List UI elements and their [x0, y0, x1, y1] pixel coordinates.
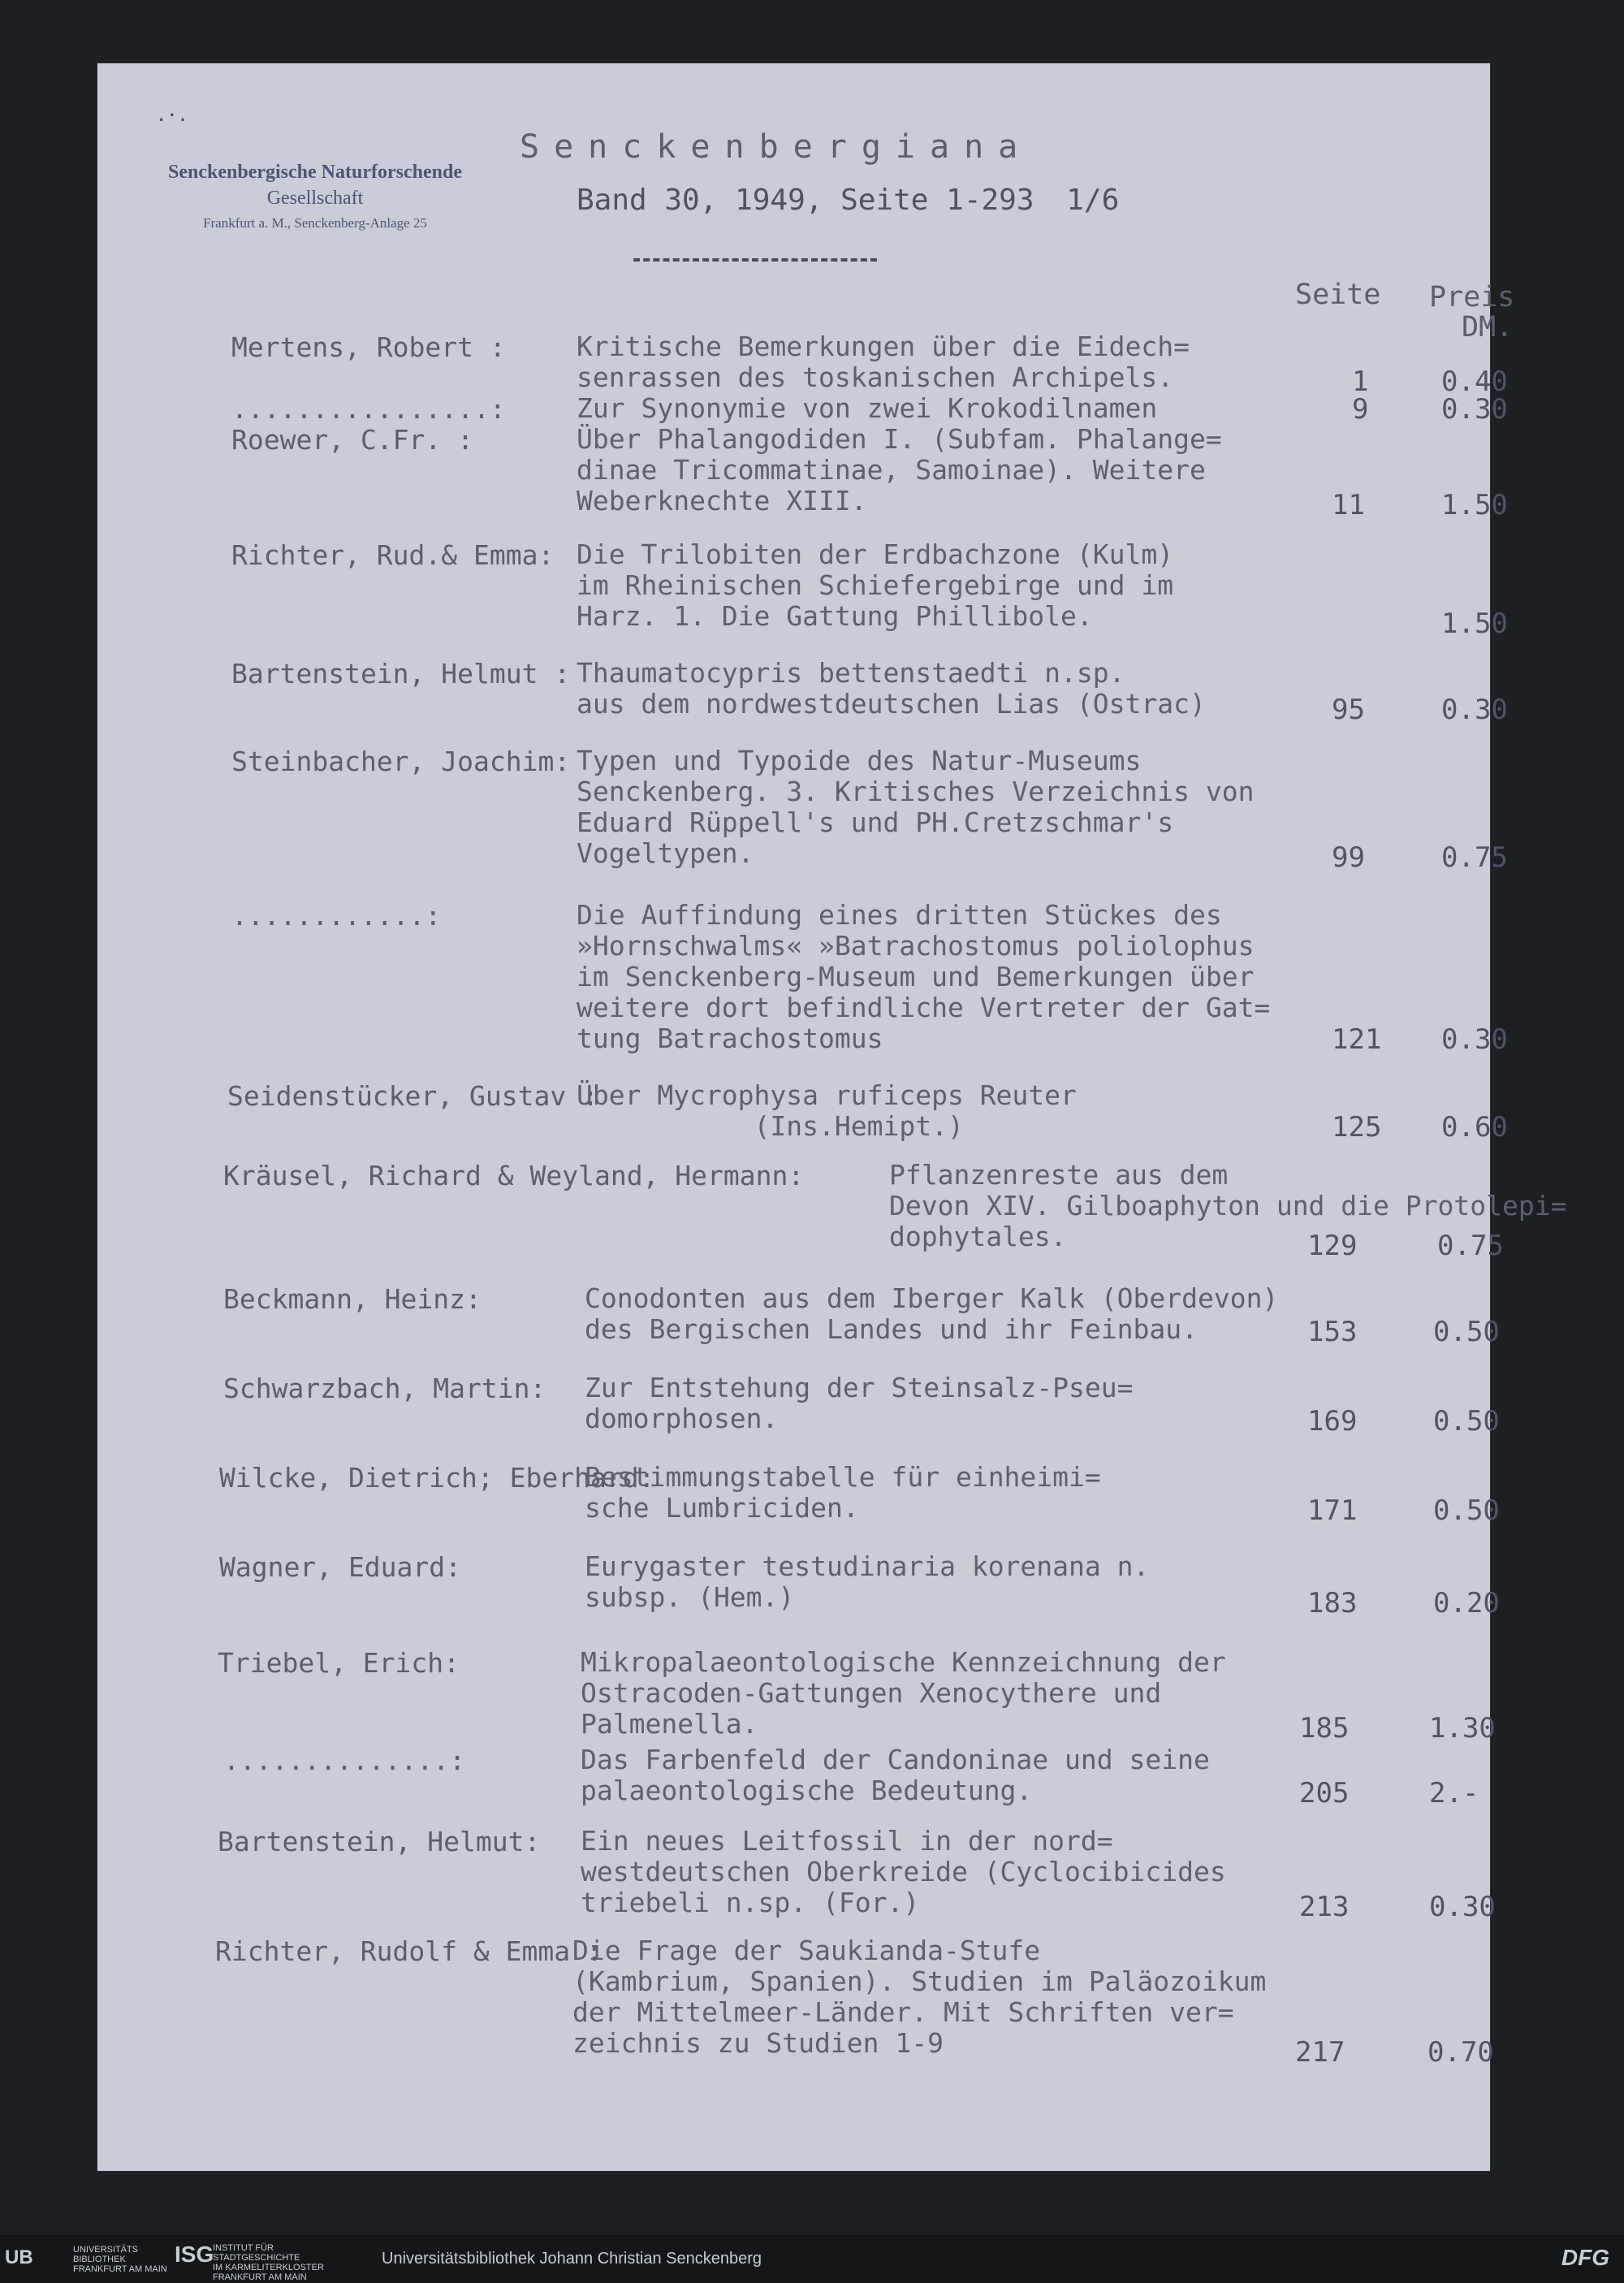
volume-line	[577, 184, 1119, 217]
ub-logo-subtitle: UNIVERSITÄTS BIBLIOTHEK FRANKFURT AM MAIN	[73, 2245, 167, 2274]
entry-page: 99	[1332, 841, 1365, 874]
sheet-number: 1/6	[1066, 184, 1120, 217]
entry-title: Pflanzenreste aus dem Devon XIV. Gilboaphyton und die Protolepi= dophytales.	[889, 1159, 1567, 1252]
entry-author: ............:	[231, 900, 442, 932]
entry-price: 1.30	[1429, 1712, 1496, 1745]
entry-price: 0.60	[1441, 1111, 1508, 1144]
entry-page: 185	[1299, 1712, 1350, 1745]
entry-title: Kritische Bemerkungen über die Eidech= senrassen des toskanischen Archipels.	[577, 331, 1190, 393]
entry-page: 183	[1307, 1587, 1358, 1619]
entry-title: Eurygaster testudinaria korenana n. subsp. (Hem.)	[585, 1550, 1150, 1613]
entry-price: 0.75	[1437, 1230, 1504, 1262]
entry-author: ..............:	[223, 1745, 466, 1776]
entry-price: 0.30	[1429, 1891, 1496, 1923]
ub-logo: UB	[5, 2246, 33, 2268]
isg-logo: ISG	[175, 2242, 214, 2267]
entry-price: 0.75	[1441, 841, 1508, 874]
entry-author: Richter, Rud.& Emma:	[231, 539, 555, 571]
entry-title: Zur Synonymie von zwei Krokodilnamen	[577, 392, 1158, 424]
entry-page: 9	[1352, 393, 1369, 426]
header-divider	[633, 258, 877, 262]
entry-price: 0.70	[1427, 2036, 1494, 2069]
entry-page: 121	[1332, 1023, 1382, 1056]
entry-author: Wagner, Eduard:	[219, 1551, 462, 1583]
column-header-price-unit: DM.	[1462, 311, 1514, 344]
entry-title: Über Phalangodiden I. (Subfam. Phalange= dinae Tricommatinae, Samoinae). Weitere Weberknechte XIII.	[577, 423, 1222, 517]
entry-author: Bartenstein, Helmut:	[218, 1826, 541, 1857]
entry-title: Typen und Typoide des Natur-Museums Senckenberg. 3. Kritisches Verzeichnis von Eduard Rüppell's und PH.Cretzschmar's Vogeltypen.	[577, 745, 1255, 869]
entry-page: 129	[1307, 1230, 1358, 1262]
entry-title: Die Trilobiten der Erdbachzone (Kulm) im Rheinischen Schiefergebirge und im Harz. 1. Die Gattung Phillibole.	[577, 538, 1174, 632]
isg-logo-subtitle: INSTITUT FÜR STADTGESCHICHTE IM KARMELITERKLOSTER FRANKFURT AM MAIN	[213, 2243, 324, 2282]
entry-page: 213	[1299, 1891, 1350, 1923]
entry-page: 205	[1299, 1777, 1350, 1810]
entry-title: Die Frage der Saukianda-Stufe (Kambrium, Spanien). Studien im Paläozoikum der Mittelmeer-Länder. Mit Schriften ver= zeichnis zu Studien 1-9	[572, 1935, 1267, 2059]
entry-author: Kräusel, Richard & Weyland, Hermann:	[223, 1160, 805, 1191]
library-credit: Universitätsbibliothek Johann Christian Senckenberg	[382, 2250, 762, 2268]
entry-author: Wilcke, Dietrich; Eberhard:	[219, 1462, 655, 1494]
entry-title: Mikropalaeontologische Kennzeichnung der Ostracoden-Gattungen Xenocythere und Palmenella.	[581, 1646, 1226, 1740]
entry-page: 11	[1332, 489, 1365, 521]
entry-author: Beckmann, Heinz:	[223, 1283, 482, 1315]
column-header-page: Seite	[1295, 279, 1381, 311]
entry-title: Zur Entstehung der Steinsalz-Pseu= domorphosen.	[585, 1372, 1134, 1434]
entry-author: Roewer, C.Fr. :	[231, 424, 474, 456]
entry-title: Ein neues Leitfossil in der nord= westdeutschen Oberkreide (Cyclocibicides triebeli n.sp. (For.)	[581, 1825, 1226, 1918]
entry-page: 217	[1295, 2036, 1345, 2069]
entry-page: 95	[1332, 694, 1365, 726]
entry-price: 0.50	[1433, 1494, 1500, 1527]
entry-title: Das Farbenfeld der Candoninae und seine palaeontologische Bedeutung.	[581, 1744, 1210, 1806]
entry-title: Die Auffindung eines dritten Stückes des »Hornschwalms« »Batrachostomus poliolophus im Senckenberg-Museum und Bemerkungen über weitere dort befindliche Vertreter der Gat= tung Batrachostomus	[577, 899, 1271, 1054]
entry-title: Über Mycrophysa ruficeps Reuter (Ins.Hemipt.)	[577, 1079, 1077, 1142]
volume-info: Band 30, 1949, Seite 1-293	[577, 184, 1034, 217]
entry-author: Triebel, Erich:	[218, 1647, 460, 1679]
entry-author: ................:	[231, 393, 506, 425]
dfg-logo: DFG	[1561, 2245, 1609, 2270]
entry-price: 0.50	[1433, 1405, 1500, 1438]
entry-author: Steinbacher, Joachim:	[231, 746, 571, 777]
entry-title: Bestimmungstabelle für einheimi= sche Lumbriciden.	[585, 1461, 1101, 1524]
entry-price: 0.30	[1441, 1023, 1508, 1056]
entry-price: 0.30	[1441, 393, 1508, 426]
stamp-line-1: Senckenbergische Naturforschende	[168, 162, 462, 183]
ink-mark: .·.	[156, 106, 188, 126]
entry-price: 0.50	[1433, 1316, 1500, 1348]
entry-author: Seidenstücker, Gustav :	[227, 1080, 598, 1112]
entry-author: Bartenstein, Helmut :	[231, 658, 571, 690]
entry-price: 0.20	[1433, 1587, 1500, 1619]
viewer-footer	[0, 2235, 1624, 2283]
entry-page: 169	[1307, 1405, 1358, 1438]
stamp-line-3: Frankfurt a. M., Senckenberg-Anlage 25	[203, 215, 427, 231]
entry-price: 0.30	[1441, 694, 1508, 726]
entry-page: 153	[1307, 1316, 1358, 1348]
entry-page: 1	[1352, 365, 1369, 398]
entry-title: Thaumatocypris bettenstaedti n.sp. aus dem nordwestdeutschen Lias (Ostrac)	[577, 657, 1206, 720]
entry-price: 1.50	[1441, 489, 1508, 521]
entry-price: 1.50	[1441, 608, 1508, 640]
entry-author: Mertens, Robert :	[231, 331, 506, 363]
stamp-line-2: Gesellschaft	[266, 188, 364, 209]
institution-stamp	[136, 159, 494, 236]
document-page	[97, 63, 1567, 2171]
entry-author: Schwarzbach, Martin:	[223, 1373, 546, 1404]
entry-author: Richter, Rudolf & Emma :	[215, 1935, 603, 1967]
journal-title: Senckenbergiana	[520, 128, 1033, 166]
column-header-price: Preis	[1429, 281, 1515, 313]
entry-page: 125	[1332, 1111, 1382, 1144]
entry-price: 0.40	[1441, 365, 1508, 398]
entry-page: 171	[1307, 1494, 1358, 1527]
entry-title: Conodonten aus dem Iberger Kalk (Oberdevon) des Bergischen Landes und ihr Feinbau.	[585, 1282, 1279, 1345]
entry-price: 2.-	[1429, 1777, 1479, 1810]
